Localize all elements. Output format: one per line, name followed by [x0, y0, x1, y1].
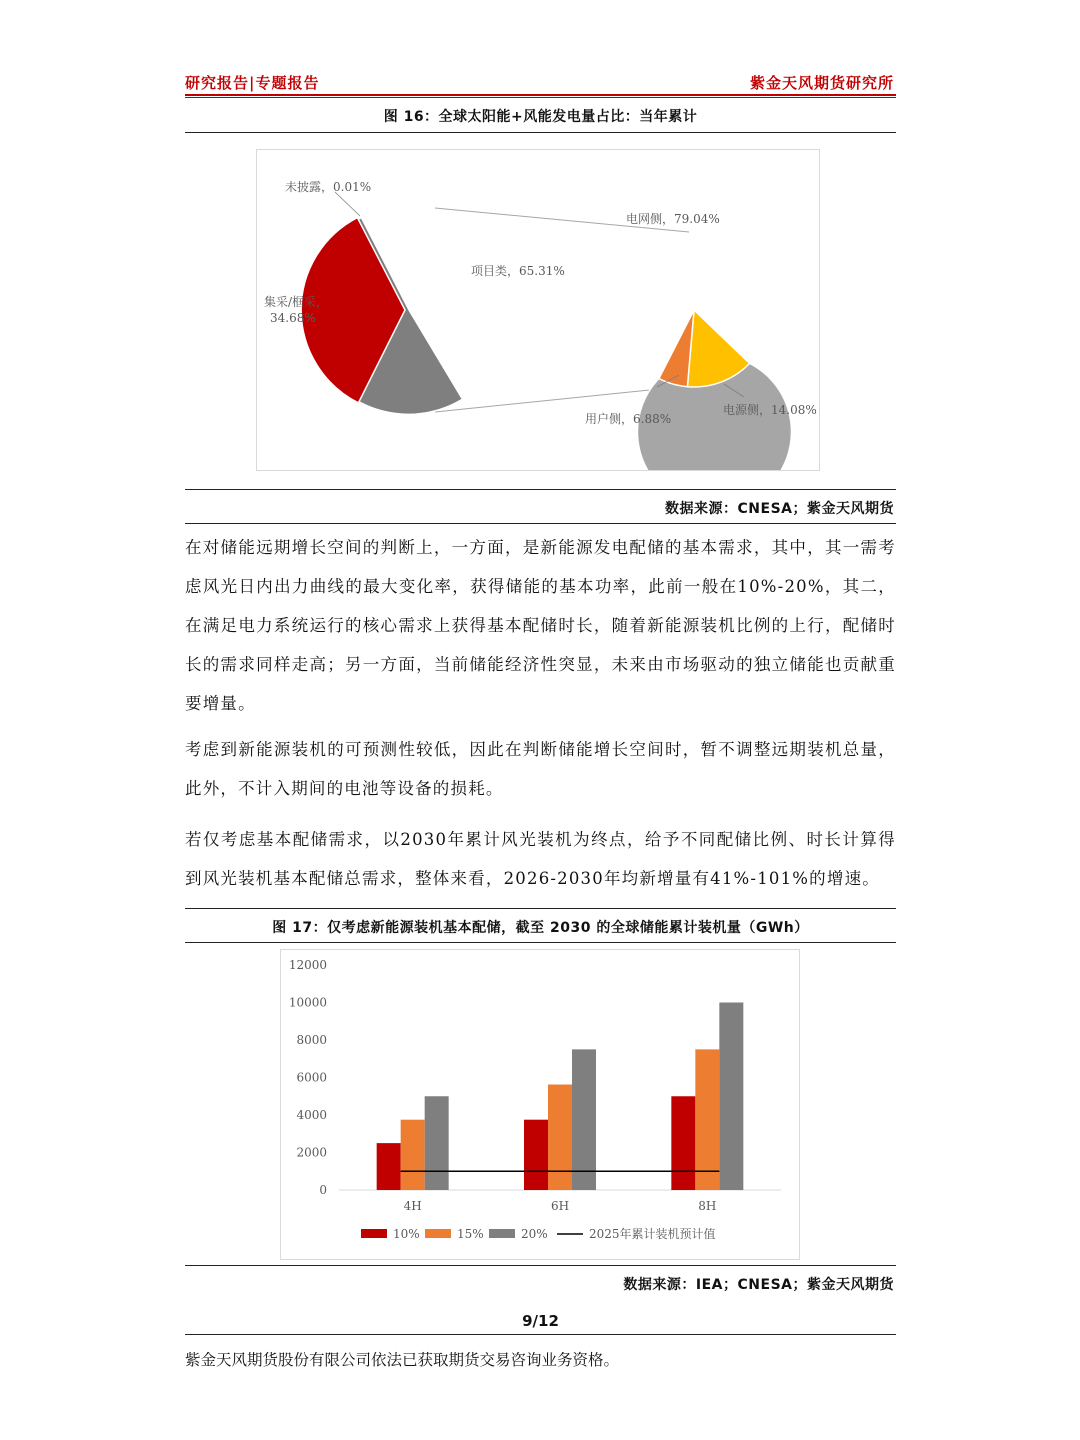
bar-chart-svg — [281, 950, 799, 1259]
header-rule — [185, 94, 896, 96]
bar-4H-15% — [401, 1120, 425, 1190]
label-grid: 电网侧，79.04% — [626, 212, 720, 226]
leader-undisclosed — [335, 192, 360, 216]
y-tick-label: 2000 — [296, 1145, 327, 1160]
bar-8H-15% — [695, 1049, 719, 1190]
x-tick-label: 8H — [698, 1199, 717, 1213]
footer-rule — [185, 1334, 896, 1335]
bar-6H-15% — [548, 1085, 572, 1190]
body-paragraph-1: 在对储能远期增长空间的判断上，一方面，是新能源发电配储的基本需求，其中，其一需考虑风光日内出力曲线的最大变化率，获得储能的基本功率，此前一般在10%-20%，其二，在满足电力系统运行的核心需求上获得基本配储时长，随着新能源装机比例的上行，配储时长的需求同样走高；另一方面，当前储能经济性突显，未来由市场驱动的独立储能也贡献重要增量。 — [185, 538, 896, 713]
footer-text: 紫金天风期货股份有限公司依法已获取期货交易咨询业务资格。 — [185, 1351, 620, 1369]
figure17-top-rule — [185, 908, 896, 909]
legend-label-20%: 20% — [521, 1227, 548, 1241]
bar-6H-10% — [524, 1120, 548, 1190]
x-tick-label: 6H — [550, 1199, 570, 1213]
figure17-bottom-rule — [185, 1265, 896, 1266]
legend-swatch-10% — [361, 1229, 387, 1238]
legend-label-line: 2025年累计装机预计值 — [589, 1227, 716, 1241]
figure17-title: 图 17：仅考虑新能源装机基本配储，截至 2030 的全球储能累计装机量（GWh） — [272, 920, 809, 936]
x-tick-label: 4H — [403, 1199, 422, 1213]
bar-8H-20% — [719, 1003, 743, 1191]
figure17-chart — [280, 949, 800, 1260]
legend-label-10%: 10% — [393, 1227, 420, 1241]
body-paragraph-3: 若仅考虑基本配储需求，以2030年累计风光装机为终点，给予不同配储比例、时长计算得到风光装机基本配储总需求，整体来看，2026-2030年均新增量有41%-101%的增速。 — [185, 830, 896, 888]
header-rule-thin — [185, 97, 896, 98]
figure17-title-rule — [185, 942, 896, 943]
figure16-top-rule — [185, 132, 896, 133]
figure16-source: 数据来源：CNESA；紫金天风期货 — [665, 501, 894, 517]
pie-of-pie-svg — [257, 150, 819, 470]
bar-8H-10% — [671, 1096, 695, 1190]
page-number: 9/12 — [522, 1312, 559, 1330]
figure16-bottom-rule — [185, 489, 896, 490]
label-central-line2: 34.68% — [270, 311, 316, 325]
y-tick-label: 6000 — [296, 1070, 327, 1085]
label-undisclosed: 未披露，0.01% — [285, 180, 372, 194]
bar-4H-20% — [425, 1096, 449, 1190]
legend-swatch-20% — [489, 1229, 515, 1238]
figure16-chart — [256, 149, 820, 471]
legend-swatch-15% — [425, 1229, 451, 1238]
label-source: 电源侧，14.08% — [723, 403, 817, 417]
bar-6H-20% — [572, 1049, 596, 1190]
y-tick-label: 12000 — [288, 958, 327, 972]
figure16-source-rule — [185, 523, 896, 524]
y-tick-label: 4000 — [296, 1108, 327, 1122]
figure17-source: 数据来源：IEA；CNESA；紫金天风期货 — [623, 1277, 894, 1293]
bar-4H-10% — [377, 1143, 401, 1190]
body-paragraph-2: 考虑到新能源装机的可预测性较低，因此在判断储能增长空间时，暂不调整远期装机总量，此外，不计入期间的电池等设备的损耗。 — [185, 740, 896, 798]
pie-slice-user — [659, 310, 694, 387]
header-right: 紫金天风期货研究所 — [749, 74, 894, 92]
y-tick-label: 8000 — [296, 1033, 327, 1047]
label-user: 用户侧，6.88% — [585, 412, 672, 426]
figure16-title: 图 16：全球太阳能+风能发电量占比：当年累计 — [383, 109, 698, 125]
y-tick-label: 10000 — [288, 995, 327, 1010]
header-left: 研究报告|专题报告 — [185, 74, 320, 92]
label-central-line1: 集采/框采， — [264, 295, 329, 309]
legend-label-15%: 15% — [457, 1227, 484, 1241]
y-tick-label: 0 — [319, 1183, 327, 1197]
label-project: 项目类，65.31% — [471, 264, 565, 278]
